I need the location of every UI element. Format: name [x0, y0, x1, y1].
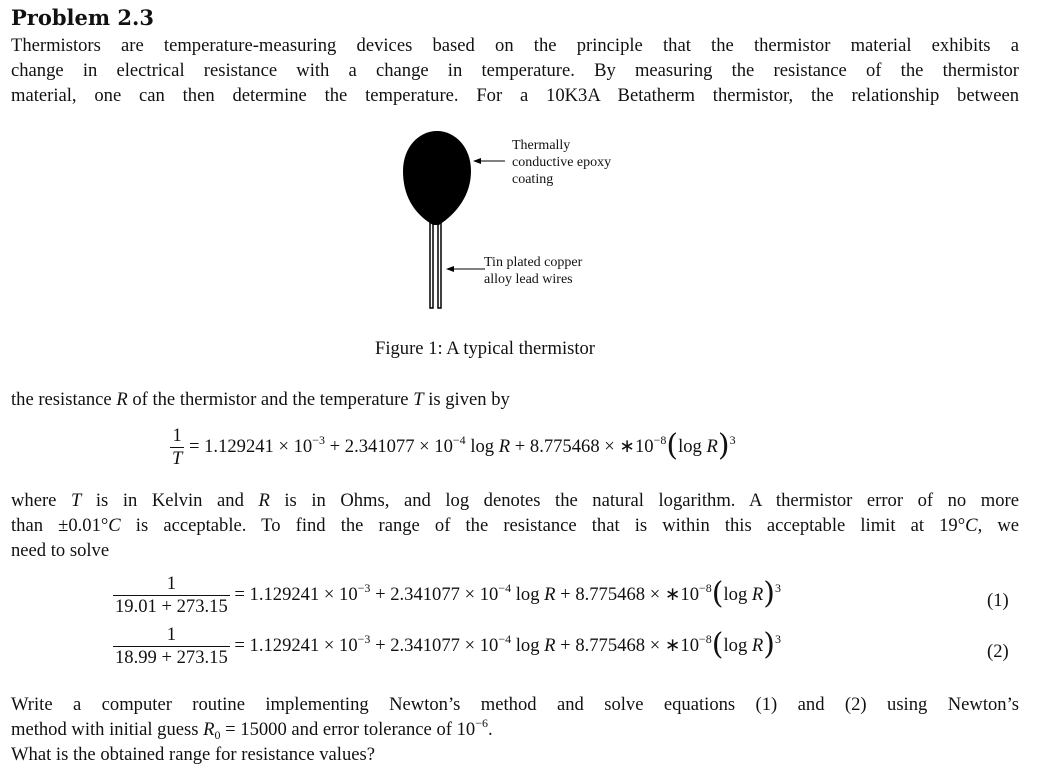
coating-label-line: conductive epoxy — [512, 155, 612, 170]
where-paragraph: where T is in Kelvin and R is in Ohms, and log denotes the natural logarithm. A thermistor error of no more than ±0.01°C is acceptable. To find the range of the resistance that is within this acceptable limit at 19°C, we need to solve — [11, 490, 1019, 561]
coating-arrowhead — [473, 158, 481, 164]
wires-arrowhead — [446, 266, 454, 272]
lead-wire-left — [430, 220, 433, 308]
wires-label — [484, 254, 582, 288]
coating-label-line: Thermally — [512, 138, 571, 153]
equation-1: $\frac{1}{19.01 + 273.15}$ = $1.129241 \times 10^{-3} + 2.341077 \times 10^{-4}$ $\log R + 8.775468 \times ∗10^{-8}(\log$ R)$^3$ — [115, 573, 781, 617]
lead-wire-right — [438, 220, 441, 308]
main-equation: $\frac{1}{T}$ = $1.129241 \times 10^{-3} + 2.341077 \times 10^{-4}$ $\log R + 8.775468 \times ∗10^{-8}(\log$ R)$^3$ — [172, 425, 736, 469]
equation-2-number: (2) — [987, 641, 1009, 662]
task-question: What is the obtained range for resistance values? — [11, 744, 375, 765]
intro-line-2: change in electrical resistance with a change in temperature. By measuring the resistance of the thermistor — [11, 60, 1019, 81]
intro-line-1: Thermistors are temperature-measuring devices based on the principle that the thermistor material exhibits a — [11, 35, 1019, 56]
figure-caption: Figure 1: A typical thermistor — [375, 338, 596, 359]
fraction-1-over-t: $\frac{1}{T}$ — [172, 425, 183, 469]
problem-title: Problem 2.3 — [11, 5, 154, 30]
intro-line-3: material, one can then determine the temperature. For a 10K3A Betatherm thermistor, the relationship between — [11, 85, 1019, 106]
epoxy-bead — [403, 131, 471, 225]
task-line-2: method with initial guess $R_0 = 15000$ and error tolerance of $10^{-6}$. — [11, 716, 493, 742]
coating-label-line: coating — [512, 172, 554, 187]
wires-label-line: alloy lead wires — [484, 272, 573, 287]
equation-2: $\frac{1}{18.99 + 273.15}$ = $1.129241 \times 10^{-3} + 2.341077 \times 10^{-4}$ $\log R + 8.775468 \times ∗10^{-8}(\log$ R)$^3$ — [115, 624, 781, 668]
coating-label — [512, 137, 611, 188]
wires-label-line: Tin plated copper — [484, 255, 583, 270]
intro-paragraph — [11, 33, 1019, 108]
relationship-text: the resistance R of the thermistor and the temperature T is given by — [11, 389, 510, 410]
task-line-1: Write a computer routine implementing Newton’s method and solve equations (1) and (2) using Newton’s — [11, 694, 1019, 715]
task-paragraph — [11, 692, 1019, 767]
equation-1-number: (1) — [987, 590, 1009, 611]
